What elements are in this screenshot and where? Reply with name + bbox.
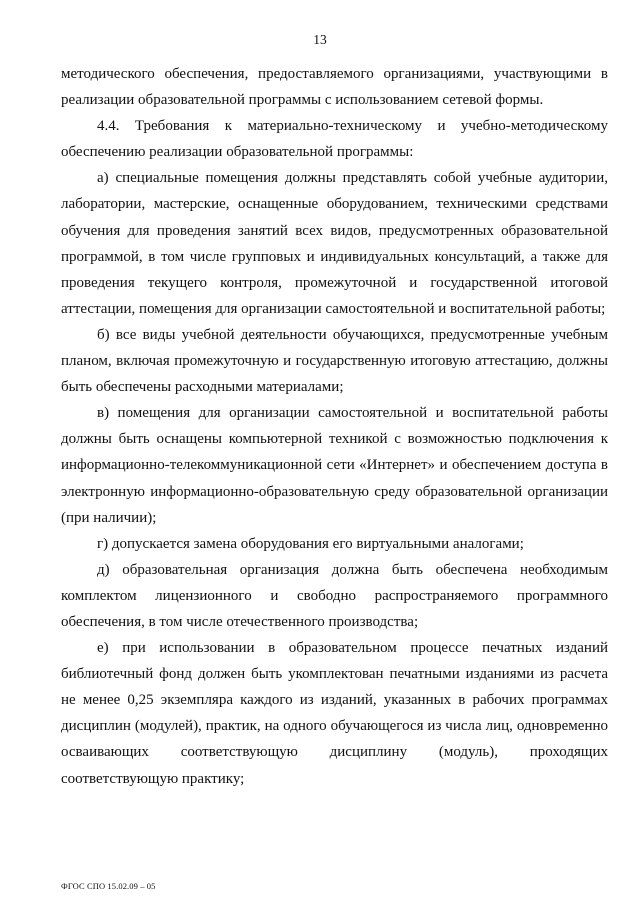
document-footer: ФГОС СПО 15.02.09 – 05 [61, 881, 156, 891]
paragraph-item-e: е) при использовании в образовательном процессе печатных изданий библиотечный фонд должен быть укомплектован печатными изданиями из расчета не менее 0,25 экземпляра каждого из изданий, указанных в рабочих программах дисциплин (модулей), практик, на одного обучающегося из числа лиц, одновременно осваивающих соответствующую дисциплину (модуль), проходящих соответствующую практику; [61, 640, 608, 787]
paragraph-item-a: а) специальные помещения должны представлять собой учебные аудитории, лаборатории, мастерские, оснащенные оборудованием, техническими средствами обучения для проведения занятий всех видов, предусмотренных образовательной программой, в том числе групповых и индивидуальных консультаций, а также для проведения текущего контроля, промежуточной и государственной итоговой аттестации, помещения для организации самостоятельной и воспитательной работы; [61, 170, 608, 317]
paragraph-item-g: г) допускается замена оборудования его виртуальными аналогами; [97, 535, 524, 552]
paragraph-section-4-4: 4.4. Требования к материально-техническому и учебно-методическому обеспечению реализации образовательной программы: [61, 118, 608, 161]
page-number: 13 [313, 32, 327, 47]
paragraph-continuation: методического обеспечения, предоставляемого организациями, участвующими в реализации образовательной программы с использованием сетевой формы. [61, 66, 608, 109]
paragraph-item-b: б) все виды учебной деятельности обучающихся, предусмотренные учебным планом, включая промежуточную и государственную итоговую аттестацию, должны быть обеспечены расходными материалами; [61, 326, 608, 396]
paragraph-item-v: в) помещения для организации самостоятельной и воспитательной работы должны быть оснащены компьютерной техникой с возможностью подключения к информационно-телекоммуникационной сети «Интернет» и обеспечением доступа в электронную информационно-образовательную среду образовательной организации (при наличии); [61, 405, 608, 526]
document-body [61, 61, 608, 792]
paragraph-item-d: д) образовательная организация должна быть обеспечена необходимым комплектом лицензионного и свободно распространяемого программного обеспечения, в том числе отечественного производства; [61, 561, 608, 630]
